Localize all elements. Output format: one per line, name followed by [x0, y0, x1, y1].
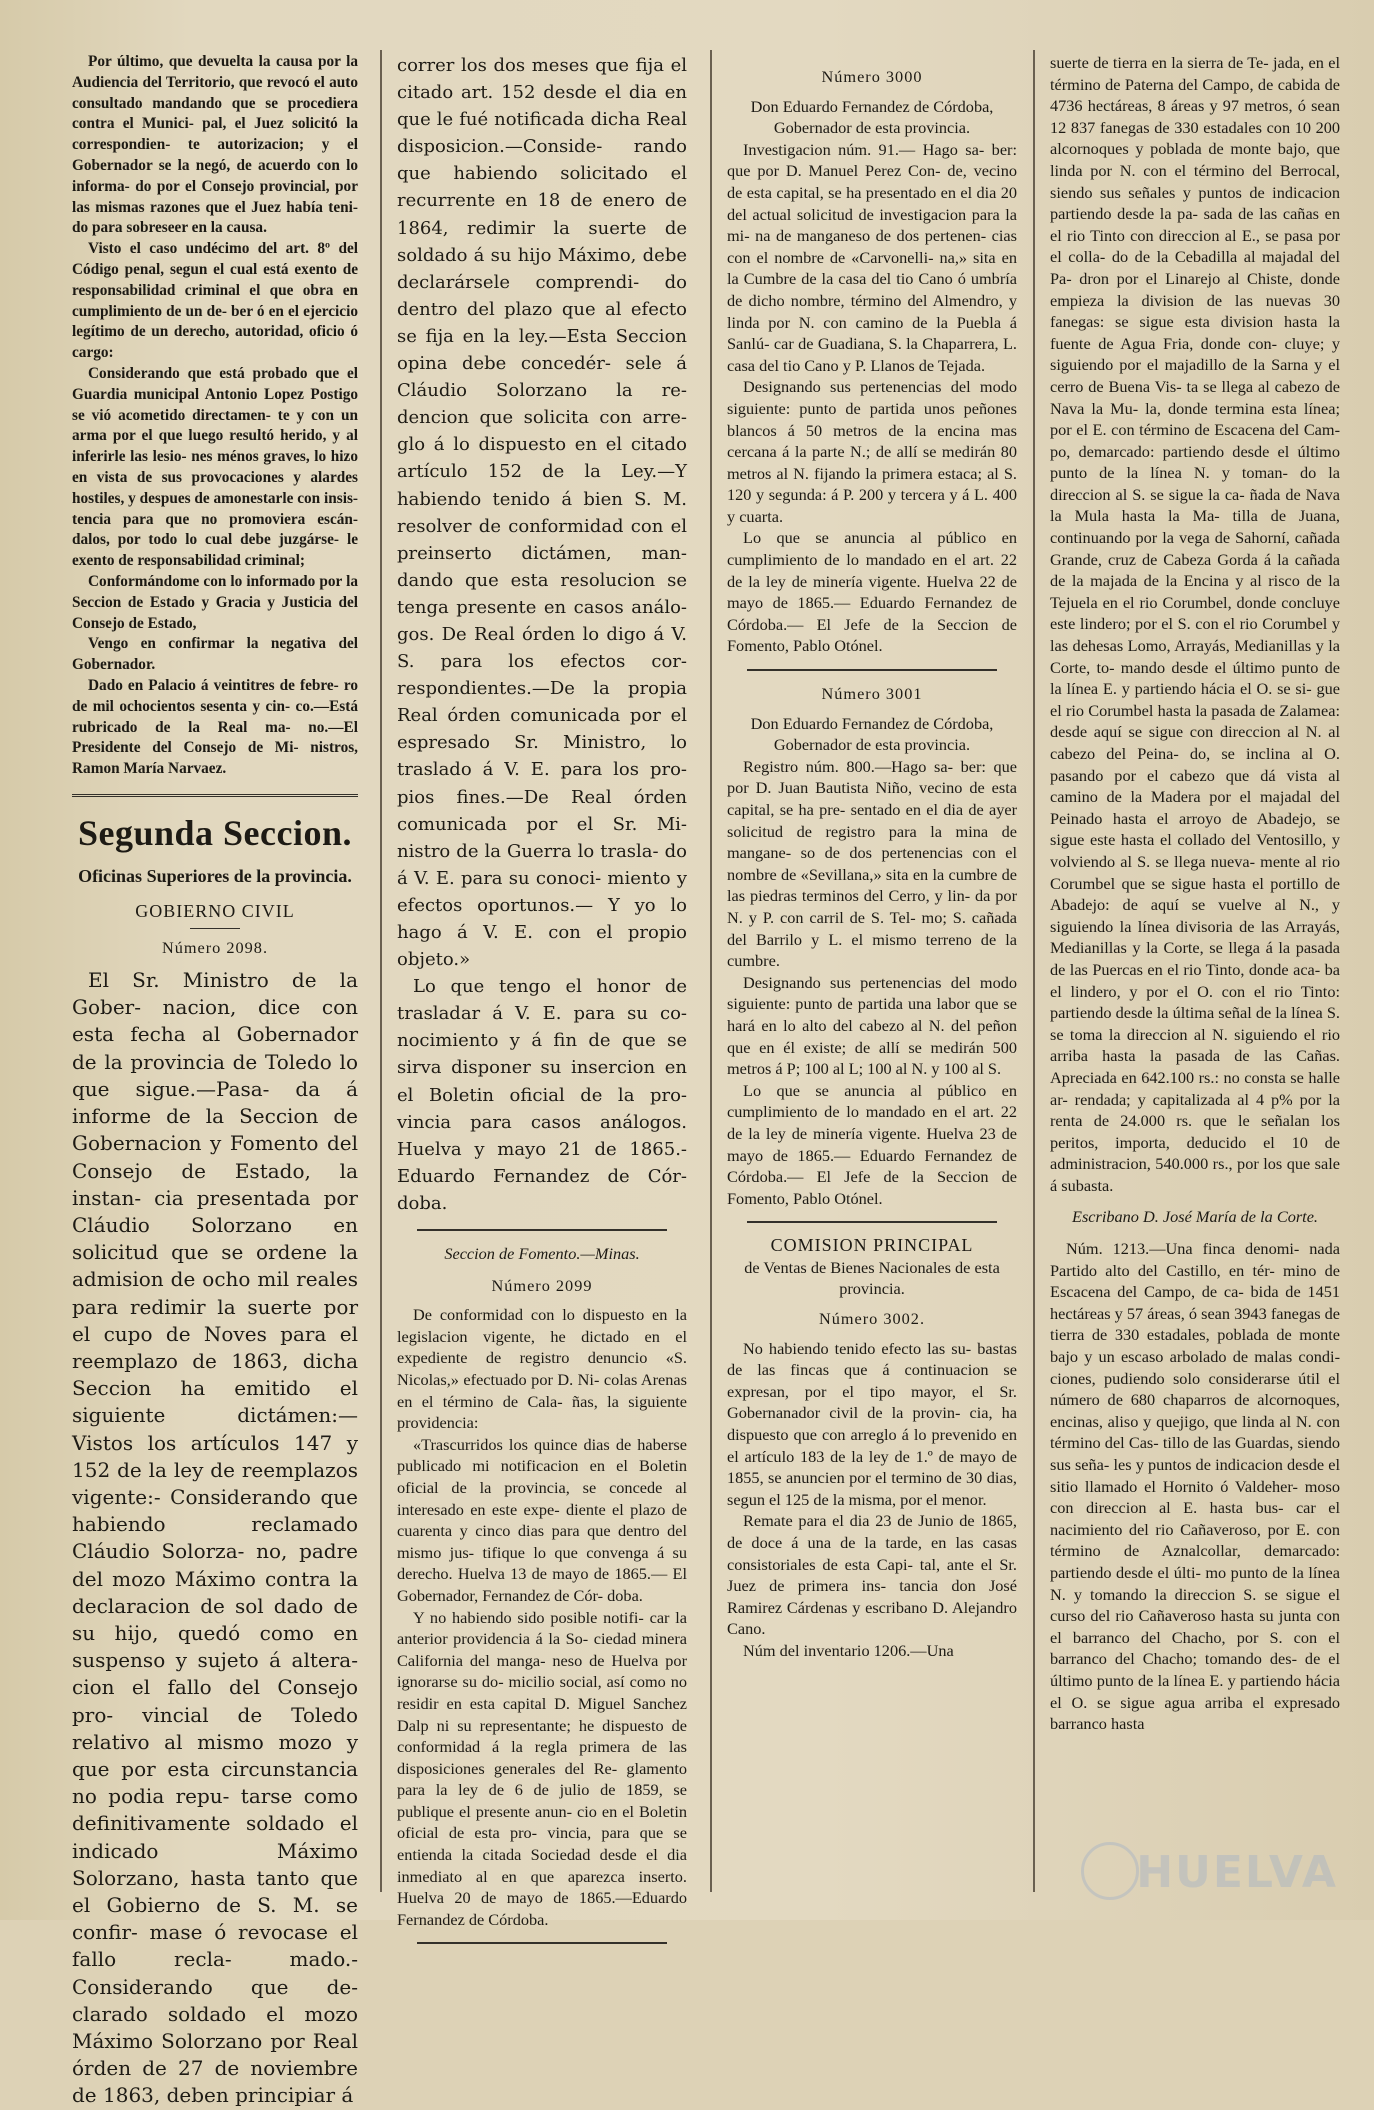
column-rule	[710, 50, 712, 1892]
watermark: HUELVA	[1136, 1847, 1338, 1898]
paragraph: Considerando que está probado que el Guardia municipal Antonio Lopez Postigo se vió acometido directamen- te y con un arma por el que luego resultó herido, y al inferirle las lesio- nes ménos graves, lo hizo en vista de sus provocaciones y alardes hostiles, y despues de amonestarle con insis- tencia para que no promoviera escán- dalos, por todo lo cual debe juzgárse- le exento de responsabilidad criminal;	[72, 364, 358, 570]
notary-heading: Escribano D. José María de la Corte.	[1072, 1207, 1318, 1227]
notice-number: Número 3002.	[818, 1309, 926, 1329]
divider	[417, 1942, 667, 1944]
paragraph: Remate para el dia 23 de Junio de 1865, de doce á una de la tarde, en las casas consistoriales de esta Capi- tal, ante el Sr. Juez de primera ins- tancia don José Ramirez Cárdenas y escribano D. Alejandro Cano.	[727, 1511, 1017, 1639]
paragraph: Lo que tengo el honor de trasladar á V. E. para su co- nocimiento y á fin de que se sirva disponer su insercion en el Boletin oficial de la pro- vincia para casos análogos. Huelva y mayo 21 de 1865.- Eduardo Fernandez de Cór- doba.	[397, 976, 687, 1214]
paragraph: Núm del inventario 1206.—Una	[743, 1640, 954, 1660]
notice-header: Don Eduardo Fernandez de Córdoba, Gobernador de esta provincia.	[750, 96, 994, 138]
paragraph: Núm. 1213.—Una finca denomi- nada Partido alto del Castillo, en tér- mino de Escacena del Campo, de ca- bida de 1451 hectáreas y 57 áreas, ó sean 3943 fanegas de tierra de 330 estadales, poblada de monte bajo y un escaso arbolado de malas condi- ciones, pudiendo solo considerarse útil el número de 680 chaparros de alcornoques, encinas, aliso y quejigo, que linda al N. con término del Cas- tillo de las Guardas, siendo sus seña- les y puntos de indicacion desde el sitio llamado el Hornito ó Valdeher- moso con direccion al E. hasta bus- car el nacimiento del rio Cañaveroso, por E. con término de Aznalcollar, demarcado: partiendo desde el últi- mo punto de la línea N. y tomando la direccion S. se sigue el curso del rio Cañaveroso hasta su junta con el barranco del Chacho, por S. con el barranco del Chacho; tomando des- de el último punto de la línea E. y partiendo hácia el O. se sigue agua arriba el expresado barranco hasta	[1050, 1239, 1340, 1734]
commission-heading: COMISION PRINCIPAL	[770, 1235, 974, 1256]
notice-header: Don Eduardo Fernandez de Córdoba, Gobernador de esta provincia.	[750, 713, 994, 755]
paragraph: correr los dos meses que fija el citado art. 152 desde el dia en que le fué notificada dicha Real disposicion.—Conside- rando que habiendo solicitado el recurrente en 18 de enero de 1864, redimir la suerte de soldado á su hijo Máximo, debe declarársele comprendi- do dentro del plazo que al efecto se fija en la ley.—Esta Seccion opina debe concedér- sele á Cláudio Solorzano la re- dencion que solicita con arre- glo á lo dispuesto en el citado artículo 152 de la Ley.—Y habiendo tenido á bien S. M. resolver de conformidad con el preinserto dictámen, man- dando que esta resolucion se tenga presente en casos análo- gos. De Real órden lo digo á V. S. para los efectos cor- respondientes.—De la propia Real órden comunicada por el espresado Sr. Ministro, lo traslado á V. E. para los pro- pios fines.—De Real órden comunicada por el Sr. Mi- nistro de la Guerra lo trasla- do á V. E. para su conoci- miento y efectos oportunos.— Y yo lo hago á V. E. con el propio objeto.»	[397, 55, 687, 971]
paragraph: El Sr. Ministro de la Gober- nacion, dice con esta fecha al Gobernador de la provincia de Toledo lo que sigue.—Pasa- da á informe de la Seccion de Gobernacion y Fomento del Consejo de Estado, la instan- cia presentada por Cláudio Solorzano en solicitud que se ordene la admision de ocho mil reales para redimir la suerte por el cupo de Noves para el reemplazo de 1863, dicha Seccion ha emitido el siguiente dictámen:— Vistos los artículos 147 y 152 de la ley de reemplazos vigente:- Considerando que habiendo reclamado Cláudio Solorza- no, padre del mozo Máximo contra la declaracion de sol dado de su hijo, quedó como en suspenso y sujeto á altera- cion el fallo del Consejo pro- vincial de Toledo relativo al mismo mozo y que por esta circunstancia no podia repu- tarse como definitivamente soldado el indicado Máximo Solorzano, hasta tanto que el Gobierno de S. M. se confir- mase ó revocase el fallo recla- mado.- Considerando que de- clarado soldado el mozo Máximo Solorzano por Real órden de 27 de noviembre de 1863, deben principiar á	[72, 968, 358, 2108]
paragraph: De conformidad con lo dispuesto en la legislacion vigente, he dictado en el expediente de registro denuncio «S. Nicolas,» efectuado por D. Ni- colas Arenas en el término de Cala- ñas, la siguiente providencia:	[397, 1305, 687, 1433]
section-title: Segunda Seccion.	[77, 812, 353, 853]
column-3	[727, 58, 1017, 1662]
commission-subheading: de Ventas de Bienes Nacionales de esta provincia.	[744, 1257, 1000, 1299]
paragraph: Designando sus pertenencias del modo siguiente: punto de partida unos peñones blancos á 50 metros de la encina mas cercana á la parte N.; de allí se medirán 80 metros al N. fijando la primera estaca; al S. 120 y segunda: á P. 200 y tercera y á L. 400 y cuarta.	[727, 377, 1017, 526]
column-2	[397, 52, 687, 1956]
column-4	[1050, 52, 1340, 1735]
paragraph: Visto el caso undécimo del art. 8º del Código penal, segun el cual está exento de responsabilidad criminal el que obra en cumplimiento de un de- ber ó en el ejercicio legítimo de un derecho, autoridad, oficio ó cargo:	[72, 240, 358, 362]
paragraph: Lo que se anuncia al público en cumplimiento de lo mandado en el art. 22 de la ley de minería vigente. Huelva 22 de mayo de 1865.— Eduardo Fernandez de Córdoba.— El Jefe de la Seccion de Fomento, Pablo Otónel.	[727, 528, 1017, 656]
divider	[747, 1221, 997, 1223]
paragraph: Y no habiendo sido posible notifi- car la anterior providencia á la So- ciedad minera California del manga- neso de Huelva por ignorarse su do- micilio social, así como no residir en esta capital D. Miguel Sanchez Dalp ni su representante; he dispuesto de conformidad á la regla primera de las disposiciones generales del Re- glamento para la ley de 6 de julio de 1859, se publique el presente anun- cio en el Boletin oficial de esta pro- vincia, para que se entienda la citada Sociedad desde el dia inmediato al en que aparezca inserto. Huelva 20 de mayo de 1865.—Eduardo Fernandez de Córdoba.	[397, 1607, 687, 1929]
divider	[747, 669, 997, 671]
paragraph: «Trascurridos los quince dias de haberse publicado mi notificacion en el Boletin oficial de la provincia, se concede al interesado en este expe- diente el plazo de cuarenta y cinco dias para que dentro del mismo jus- tifique lo que convenga á su derecho. Huelva 13 de mayo de 1865.— El Gobernador, Fernandez de Cór- doba.	[397, 1434, 687, 1605]
column-1	[72, 52, 358, 2110]
paragraph: Dado en Palacio á veintitres de febre- ro de mil ochocientos sesenta y cin- co.—Está rubricado de la Real ma- no.—El Presidente del Consejo de Mi- nistros, Ramon María Narvaez.	[72, 676, 358, 778]
paragraph: Designando sus pertenencias del modo siguiente: punto de partida una labor que se hará en lo alto del cabezo al N. del peñon que en él existe; de allí se medirán 500 metros á P; 100 al L; 100 al N. y 100 al S.	[727, 972, 1017, 1079]
paragraph: Lo que se anuncia al público en cumplimiento de lo mandado en el art. 22 de la ley de minería vigente. Huelva 23 de mayo de 1865.— Eduardo Fernandez de Córdoba.— El Jefe de la Seccion de Fomento, Pablo Otónel.	[727, 1080, 1017, 1208]
paragraph: suerte de tierra en la sierra de Te- jada, en el término de Paterna del Campo, de cabida de 4736 hectáreas, 8 áreas y 97 metros, ó sean 12 837 fanegas de 330 estadales con 10 200 alcornoques y poblada de monte bajo, que linda por N. con el término del Berrocal, siendo sus señales y puntos de indicacion partiendo desde la pa- sada de las cañas en el rio Tinto con direccion al E., se pasa por el colla- do de la Cebadilla al majadal del Pa- dron por el Linarejo al Chiste, donde empieza la division de las nuevas 30 fanegas: se sigue esta division hasta la fuente de Agua Fria, donde con- cluye; y siguiendo por el majadillo de la Sarna y el cerro de Buena Vis- ta se llega al cabezo de Nava la Mu- la, donde termina esta línea; por el E. con término de Escacena del Cam- po, demarcado: partiendo desde el último punto de la línea N. y toman- do la direccion al S. se sigue la ca- ñada de Nava la Mula hasta la Ma- tilla de Juana, continuando por la vega de Sahorní, cañada Grande, cruz de Cabeza Gorda á la cañada de la majada de la Encina y al risco de la Tejuela en el rio Corumbel, donde concluye este lindero; por el S. con el rio Corumbel y las dehesas Lomo, Arrayás, Medianillas y la Corte, to- mando desde el último punto de la línea E. y partiendo hácia el O. se si- gue el rio Corumbel hasta la pasada de Zalamea: desde aquí se sigue con direccion al N. al cabezo del Peina- do, se inclina al O. pasando por el cabezo que dá vista al camino de la Madera por el majadal del Peinado hasta el arroyo de Abadejo, se sigue este hasta el collado del Ventosillo, y volviendo al S. se llega nueva- mente al rio Corumbel que se sigue hasta el portillo de Abadejo: de aquí se vuelve al N., y siguiendo la línea divisoria de las Arrayás, Medianillas y la Corte, se llega á la pasada de las Puercas en el rio Tinto, donde aca- ba el lindero, y por el O. con el rio Tinto: partiendo desde la última señal de la línea S. se toma la direccion al N. siguiendo el rio arriba hasta la pasada de las Cañas. Apreciada en 642.100 rs.: no consta se halle ar- rendada; y capitalizada al 4 p% por la renta de 24.000 rs. que le señalan los peritos, importa, deducido el 10 de administracion, 540.000 rs., por los que sale á subasta.	[1050, 53, 1340, 1195]
notice-number: Número 3000	[821, 67, 923, 86]
paragraph: No habiendo tenido efecto las su- bastas de las fincas que á continuacion se expresan, por el tipo mayor, el Sr. Gobernanador civil de la provin- cia, ha dispuesto que con arreglo á lo prevenido en el artículo 183 de la ley de 1.º de mayo de 1855, se anuncien por el termino de 30 dias, segun el 125 de la misma, por el menor.	[727, 1338, 1017, 1509]
paragraph: Por último, que devuelta la causa por la Audiencia del Territorio, que revocó el auto consultado mandando que se procediera contra el Munici- pal, el Juez solicitó la correspondien- te autorizacion; y el Gobernador se la negó, de acuerdo con lo informa- do por el Consejo provincial, por las mismas razones que el Juez había teni- do para sobreseer en la causa.	[72, 53, 358, 237]
section-divider	[72, 794, 358, 797]
notice-number: Número 3001	[821, 684, 923, 704]
offices-heading: Oficinas Superiores de la provincia.	[78, 865, 352, 886]
paragraph: Vengo en confirmar la negativa del Gobernador.	[72, 635, 358, 674]
paragraph: Registro núm. 800.—Hago sa- ber: que por D. Juan Bautista Niño, vecino de esta capital, se ha pre- sentado en el dia de ayer solicitud de registro para la mina de mangane- so de dos pertenencias con el nombre de «Sevillana,» sita en la cumbre de las piedras terminos del Cerro, y lin- da por N. y P. con carril de S. Tel- mo; S. cañada del Barrilo y L. el mismo terreno de la cumbre.	[727, 756, 1017, 971]
paragraph: Investigacion núm. 91.— Hago sa- ber: que por D. Manuel Perez Con- de, vecino de esta capital, se ha presentado en el dia 20 del actual solicitud de investigacion para la mi- na de manganeso de dos pertenen- cias con el nombre de «Carvonelli- na,» sita en la Cumbre de la casa del tio Cano ó umbría de dicho nombre, término del Almendro, y linda por N. con camino de la Puebla á Sanlú- car de Guadiana, S. la Chaparrera, L. casa del tio Cano y P. Llanos de Tejada.	[727, 139, 1017, 375]
notice-number: Número 2098.	[161, 938, 269, 958]
government-heading: GOBIERNO CIVIL	[135, 900, 295, 921]
library-seal-icon	[1081, 1842, 1139, 1900]
divider	[417, 1229, 667, 1231]
section-subheading: Seccion de Fomento.—Minas.	[444, 1244, 640, 1264]
column-rule	[1033, 50, 1035, 1892]
notice-number: Número 2099	[491, 1275, 593, 1295]
column-rule	[380, 50, 382, 1892]
short-divider	[190, 928, 240, 929]
paragraph: Conformándome con lo informado por la Seccion de Estado y Gracia y Justicia del Consejo de Estado,	[72, 572, 358, 632]
